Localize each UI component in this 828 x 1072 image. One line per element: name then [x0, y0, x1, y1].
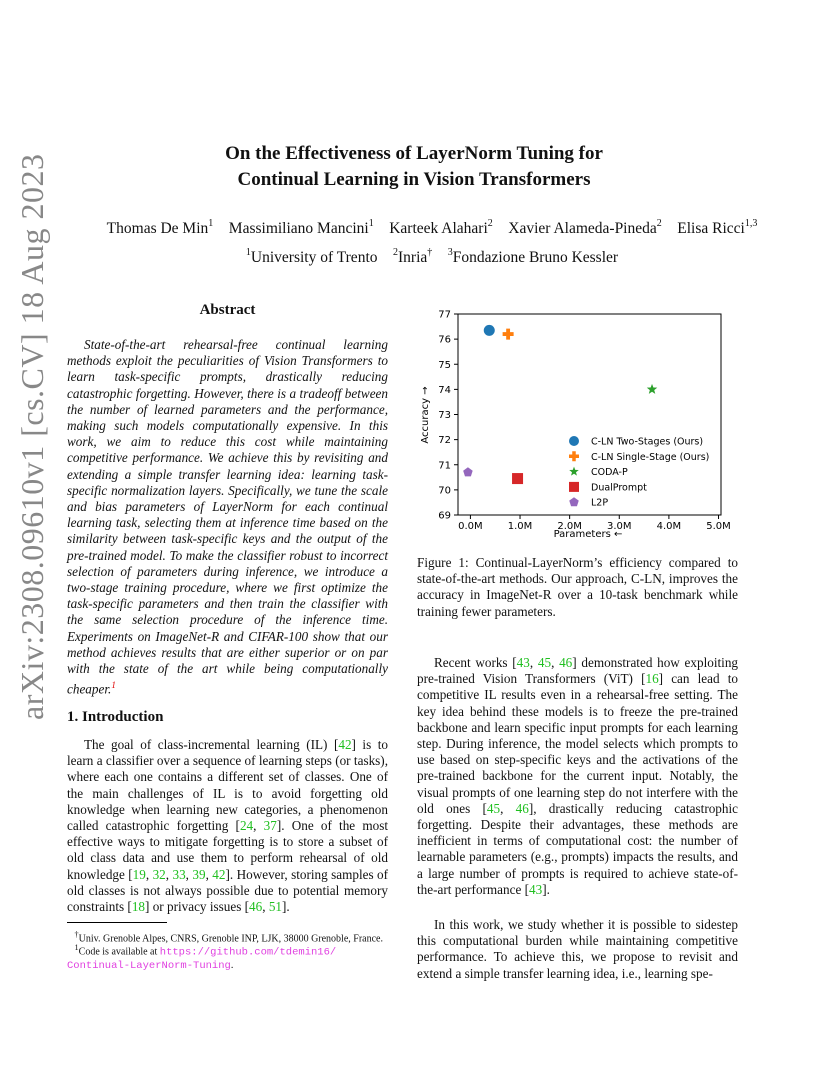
x-axis-label: Parameters ←: [553, 529, 623, 540]
author: Thomas De Min$^1$: [106, 218, 214, 237]
y-tick-label: 76: [438, 334, 451, 346]
arxiv-identifier: arXiv:2308.09610v1 [cs.CV] 18 Aug 2023: [14, 153, 50, 720]
affiliation: Fondazione Bruno Kessler: [452, 249, 619, 266]
citation-link[interactable]: 33: [172, 866, 186, 882]
paragraph: Recent works [43, 45, 46] demonstrated how exploiting pre-trained Vision Transformers (ViT) [16] can lead to competitive IL results even in a rehearsal-free setting. The key idea behind these models is to freeze the pre-trained backbone and learn specific input prompts for each learning step. During inference, the model selects which prompts to use based on step-specific keys and the activations of the pre-trained backbone for the current input. Notably, the visual prompts of one learning step do not interfere with the old ones [45, 46], drastically reducing catastrophic forgetting. Despite their advantages, these methods are inefficient in terms of computational cost: the number of learnable parameters (e.g., prompts) impacts the results, and a large number of prompts is required to achieve state-of-the-art performance [43].: [417, 655, 739, 897]
citation-link[interactable]: 43: [516, 655, 530, 670]
y-tick-label: 77: [438, 309, 451, 321]
plot-area: [458, 314, 721, 515]
affiliation-list: $^1$University of Trento $^2$Inria† $^3$Fondazione Bruno Kessler: [245, 247, 619, 266]
data-point-square: [512, 473, 523, 484]
code-url-link[interactable]: https://github.com/tdemin16/: [159, 946, 337, 959]
citation-link[interactable]: 51: [268, 899, 282, 915]
citation-link[interactable]: 42: [338, 737, 352, 752]
author: Massimiliano Mancini$^1$: [228, 218, 374, 237]
citation-link[interactable]: 39: [192, 866, 206, 882]
y-tick-label: 73: [438, 410, 451, 421]
paragraph: In this work, we study whether it is possible to sidestep this computational burden while maintaining competitive performance. To achieve this, we propose to revisit and extend a simple transfer learning idea, i.e., learning spe-: [417, 917, 738, 981]
citation-link[interactable]: 16: [645, 671, 659, 687]
affiliation: Inria: [398, 249, 428, 266]
figure-1-scatter-chart: [410, 300, 740, 545]
citation-link[interactable]: 45: [537, 655, 552, 670]
citation-link[interactable]: 43: [529, 881, 543, 897]
x-tick-label: 4.0M: [656, 521, 682, 532]
paper-title: [0, 141, 828, 193]
footnote-rule: [67, 922, 167, 923]
title-line-1: On the Effectiveness of LayerNorm Tuning for: [225, 143, 603, 164]
section-heading: 1. Introduction: [67, 709, 164, 725]
x-tick-label: 5.0M: [706, 521, 731, 532]
x-tick-label: 0.0M: [458, 521, 483, 532]
citation-link[interactable]: 19: [132, 866, 146, 882]
author: Karteek Alahari$^2$: [389, 218, 493, 237]
legend-marker: [569, 497, 579, 506]
title-line-2: Continual Learning in Vision Transformers: [237, 169, 591, 190]
y-tick-label: 71: [438, 460, 451, 472]
citation-link[interactable]: 18: [131, 899, 146, 915]
legend-marker: [569, 482, 579, 492]
footnote: †Univ. Grenoble Alpes, CNRS, Grenoble INP, LJK, 38000 Grenoble, France.: [74, 930, 383, 945]
x-tick-label: 3.0M: [607, 521, 632, 532]
footnote: $^1$Code is available at https://github.com/tdemin16/ Continual-LayerNorm-Tuning.: [67, 943, 337, 973]
y-tick-label: 70: [438, 485, 451, 497]
intro-paragraph: The goal of class-incremental learning (IL) [42] is to learn a classifier over a sequence of learning steps (or tasks), where each one contains a different set of classes. One of the main challenges of IL is to avoid forgetting old knowledge when learning new categories, a phenomenon called catastrophic forgetting [24, 37]. One of the most effective ways to mitigate forgetting is to store a subset of old class data and use them to perform rehearsal of old knowledge [19, 32, 33, 39, 42]. However, storing samples of old classes is not always possible due to potential memory constraints [18] or privacy issues [46, 51].: [67, 737, 389, 915]
author-list: [0, 218, 828, 238]
legend-marker: [569, 436, 579, 446]
abstract-heading: Abstract: [199, 302, 256, 318]
y-tick-label: 75: [438, 359, 451, 371]
legend-label: C-LN Single-Stage (Ours): [591, 451, 710, 463]
code-url-link[interactable]: Continual-LayerNorm-Tuning: [67, 960, 231, 973]
y-tick-label: 74: [438, 384, 451, 396]
citation-link[interactable]: 42: [212, 866, 226, 882]
legend-label: DualPrompt: [591, 482, 647, 494]
legend-marker: [569, 467, 579, 476]
affiliation: University of Trento: [250, 249, 378, 266]
citation-link[interactable]: 46: [249, 899, 263, 915]
data-point-star: [647, 384, 657, 394]
legend-label: C-LN Two-Stages (Ours): [591, 436, 704, 448]
legend-marker: [569, 451, 579, 461]
data-point-plus: [503, 329, 514, 340]
citation-link[interactable]: 45: [486, 800, 501, 816]
x-tick-label: 2.0M: [557, 521, 582, 532]
y-axis-label: Accuracy →: [420, 386, 431, 444]
x-tick-label: 1.0M: [507, 521, 533, 532]
citation-link[interactable]: 37: [263, 818, 277, 834]
citation-link[interactable]: 46: [559, 655, 573, 670]
footnote-ref[interactable]: 1: [111, 680, 116, 691]
data-point-pentagon: [463, 467, 473, 476]
citation-link[interactable]: 24: [239, 818, 254, 834]
data-point-circle: [484, 325, 495, 336]
author: Elisa Ricci$^{1,3}$: [677, 218, 758, 237]
citation-link[interactable]: 46: [515, 800, 529, 816]
legend-label: L2P: [591, 497, 609, 509]
citation-link[interactable]: 32: [152, 866, 166, 882]
abstract-body: State-of-the-art rehearsal-free continual learning methods exploit the peculiarities of Vision Transformers to learn task-specific prompts, drastically reducing catastrophic forgetting. However, there is a tradeoff between the number of learned parameters and the performance, making such models computationally expensive. In this work, we aim to reduce this cost while maintaining competitive performance. We achieve this by revisiting and extending a simple transfer learning idea: learning task-specific normalization layers. Specifically, we tune the scale and bias parameters of LayerNorm for each continual learning task, selecting them at inference time based on the similarity between task-specific keys and the output of the pre-trained model. To make the classifier robust to incorrect selection of parameters during inference, we introduce a two-stage training procedure, where we first optimize the task-specific parameters and then train the classifier with the same selection procedure of the inference time. Experiments on ImageNet-R and CIFAR-100 show that our method achieves results that are either superior or on par with the state of the art while being computationally cheaper.$^1$: [67, 337, 388, 697]
y-tick-label: 72: [438, 435, 451, 447]
y-tick-label: 69: [438, 510, 451, 522]
figure-caption: Figure 1: Continual-LayerNorm’s efficiency compared to state-of-the-art methods. Our approach, C-LN, improves the accuracy in ImageNet-R over a 10-task benchmark while training fewer parameters.: [417, 555, 738, 619]
author: Xavier Alameda-Pineda$^2$: [508, 218, 662, 237]
legend-label: CODA-P: [591, 467, 628, 479]
